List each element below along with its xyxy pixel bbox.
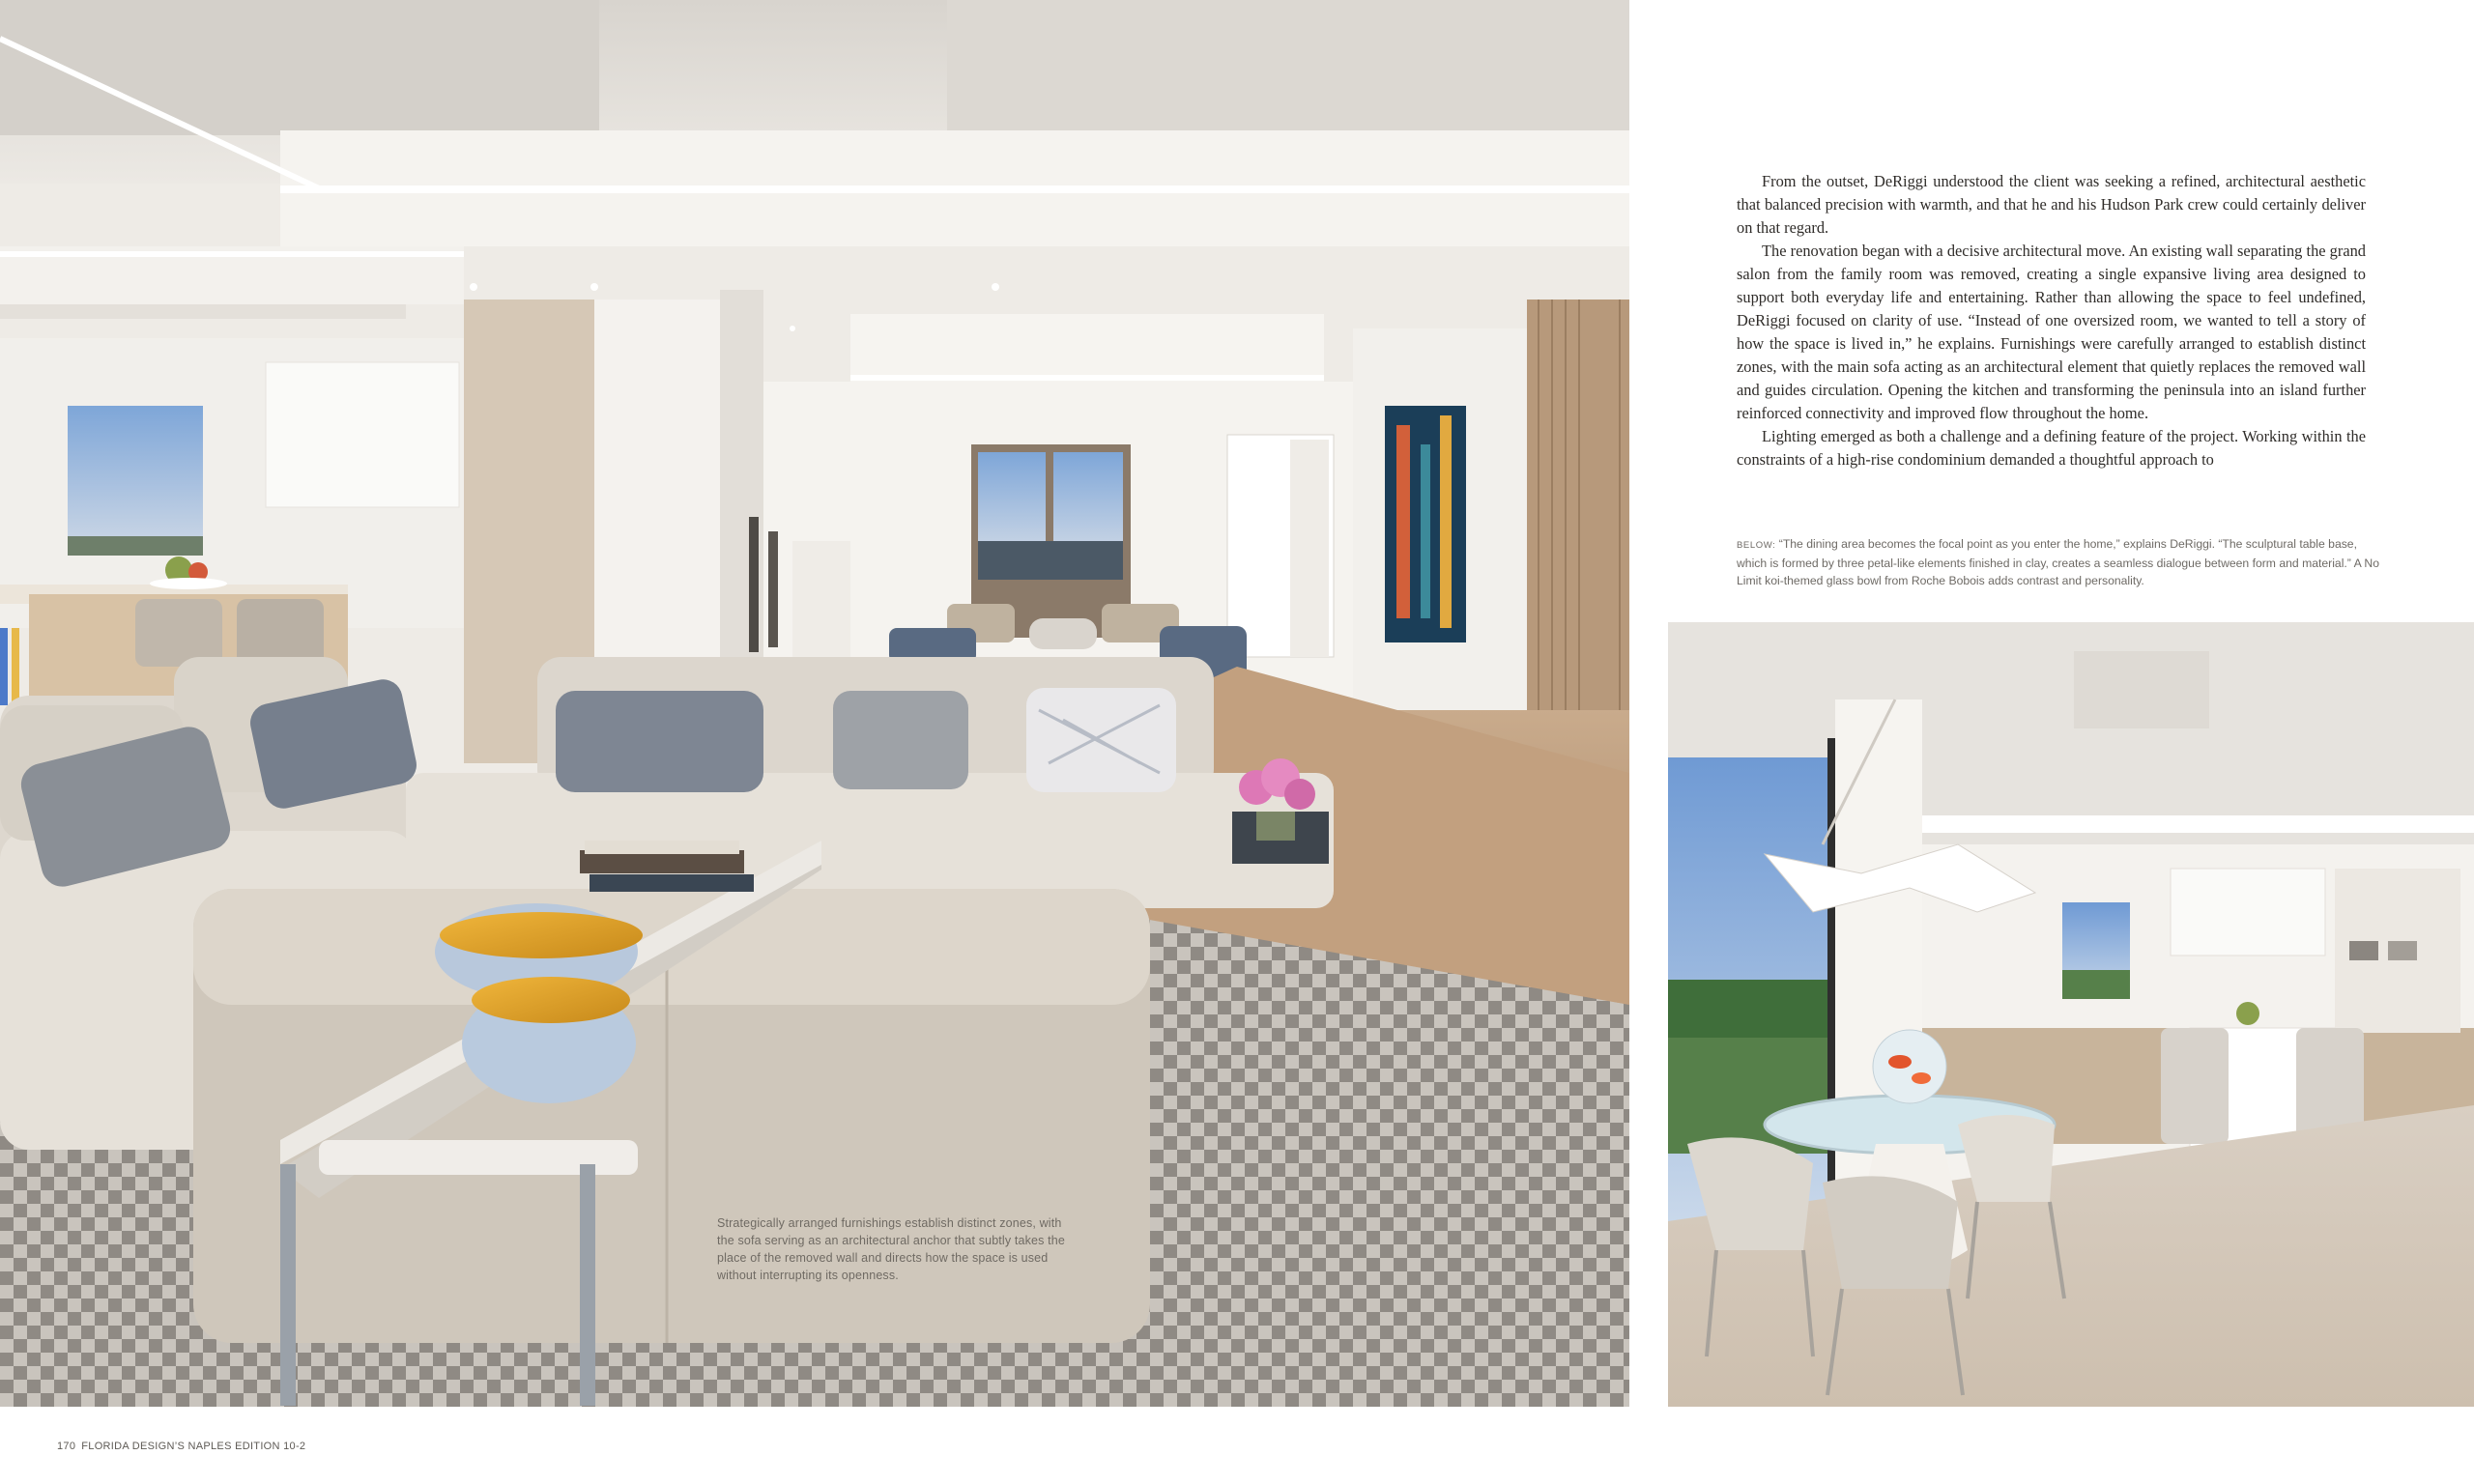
- dining-room-photo: [1668, 622, 2474, 1407]
- dining-caption: [1737, 535, 2382, 589]
- page-footer: [57, 1441, 305, 1452]
- caption-lead: BELOW:: [1737, 540, 1776, 551]
- photo-caption: Strategically arranged furnishings establish distinct zones, with the sofa serving as an architectural anchor that subtly takes the place of the removed wall and directs how the space is used without interrupting its openness.: [717, 1216, 1065, 1282]
- article-body: [1737, 170, 2366, 471]
- caption-text: “The dining area becomes the focal point as you enter the home,” explains DeRiggi. “The sculptural table base, which is formed by three petal-like elements finished in clay, creates a seamless dialogue between form and material.” A No Limit koi-themed glass bowl from Roche Bobois adds contrast and personality.: [1737, 537, 2379, 587]
- publication-name: FLORIDA DESIGN’S NAPLES EDITION 10-2: [81, 1441, 306, 1452]
- page-number: 170: [57, 1441, 76, 1452]
- article-paragraph: Lighting emerged as both a challenge and a defining feature of the project. Working within the constraints of a high-rise condominium demanded a thoughtful approach to: [1737, 427, 2366, 469]
- article-paragraph: From the outset, DeRiggi understood the client was seeking a refined, architectural aesthetic that balanced precision with warmth, and that he and his Hudson Park crew could certainly deliver on that regard.: [1737, 172, 2366, 237]
- article-paragraph: The renovation began with a decisive architectural move. An existing wall separating the grand salon from the family room was removed, creating a single expansive living area designed to support both everyday life and entertaining. Rather than allowing the space to feel undefined, DeRiggi focused on clarity of use. “Instead of one oversized room, we wanted to tell a story of how the space is lived in,” he explains. Furnishings were carefully arranged to establish distinct zones, with the main sofa acting as an architectural element that quietly replaces the removed wall and guides circulation. Opening the kitchen and transforming the peninsula into an island further reinforced connectivity and improved flow throughout the home.: [1737, 242, 2366, 422]
